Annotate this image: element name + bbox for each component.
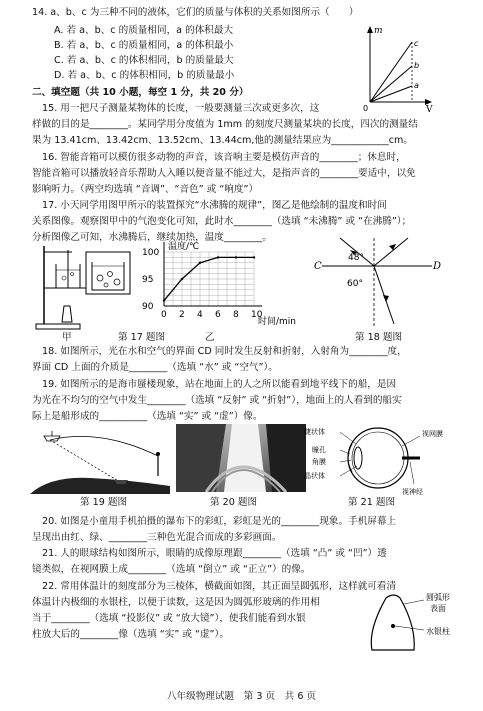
q15-line2: 样做的目的是________。某同学用分度值为 1mm 的刻度尺测量某块的长度，四次的测量结 xyxy=(32,119,418,130)
fig14-origin: 0 xyxy=(363,104,369,112)
fig22-label-mercury: 水银柱 xyxy=(426,627,450,636)
q19-line3: 际上是船形成的__________（选填 “实” 或 “虚”）像。 xyxy=(32,411,263,422)
chart17-point xyxy=(235,256,237,258)
fig18-caption: 第 18 题图 xyxy=(355,332,403,343)
fig21-eye-diagram xyxy=(302,422,452,498)
chart17-xtick-label: 6 xyxy=(215,310,221,320)
q22-line2: 体温计内极细的水银柱，以便于读数，这是因为圆弧形玻璃的作用相 xyxy=(32,597,320,608)
chart17-point xyxy=(181,278,183,280)
q20-line2: 呈现出由红、绿、________三种色光混合而成的多彩画面。 xyxy=(32,532,282,543)
fig14-b-label: b xyxy=(414,61,420,70)
q22-line3: 当于________（选填 “投影仪” 或 “放大镜”），使我们能看到水银 xyxy=(32,613,306,624)
fig14-mass-volume-graph xyxy=(362,20,434,112)
chart17-xtick-label: 4 xyxy=(197,310,203,320)
fig17-boiling-apparatus xyxy=(34,244,134,332)
fig17-ylabel: 温度/℃ xyxy=(168,242,200,252)
q15-line1: 15. 用一把尺子测量某物体的长度，一般要测量三次或更多次，这 xyxy=(42,103,320,114)
q14-option-b: B. 若 a、b、c 的质量相同，a 的体积最小 xyxy=(54,40,234,51)
chart17-point xyxy=(217,256,219,258)
fig14-m-label: m xyxy=(374,26,383,36)
fig21-label-cornea: 角膜 xyxy=(312,458,326,466)
chart17-xtick-label: 10 xyxy=(251,310,263,320)
chart17-xtick-label: 8 xyxy=(233,310,239,320)
fig20-waterfall-photo xyxy=(176,424,306,492)
fig17-xlabel: 时间/min xyxy=(258,317,297,326)
q14-option-d: D. 若 a、b、c 的体积相同，b 的质量最小 xyxy=(54,70,235,81)
q16-line1: 16. 智能音箱可以模仿很多动物的声音，该音响主要是模仿声音的________；休息时， xyxy=(42,152,406,163)
fig22-label-surface: 表面 xyxy=(430,604,446,613)
chart17-point xyxy=(163,299,165,301)
q21-line2: 镜类似，在视网膜上成________（选填 “倒立” 或 “正立”）的像。 xyxy=(32,564,311,575)
q17-line2: 关系图像。观察图甲中的气泡变化可知，此时水________（选填 “未沸腾” 或 “在沸腾”）； xyxy=(32,216,412,227)
fig18-c-label: C xyxy=(314,261,322,272)
fig21-label-optic-nerve: 视神经 xyxy=(402,488,423,496)
fig14-c-label: c xyxy=(414,39,419,48)
fig18-d-label: D xyxy=(433,261,442,272)
chart17-xtick-label: 2 xyxy=(179,310,185,320)
fig18-refraction-diagram xyxy=(312,236,442,332)
fig19-caption: 第 19 题图 xyxy=(80,497,128,508)
fig18-angle-60: 60° xyxy=(347,279,363,289)
q16-line2: 智能音箱可以播放轻音乐帮助人入睡以便音量不能过大，是指声音的________要适中，以免 xyxy=(32,168,416,179)
fig20-caption: 第 20 题图 xyxy=(210,497,258,508)
fig21-label-lens: 晶状体 xyxy=(304,472,325,480)
fig19-mirage-illustration xyxy=(30,430,170,494)
fig14-v-label: V xyxy=(426,105,433,112)
fig14-a-label: a xyxy=(414,81,419,90)
chart17-point xyxy=(253,256,255,258)
fig22-thermometer-cross-section xyxy=(364,590,474,654)
q18-line2: 界面 CD 上面的介质是________（选填 “水” 或 “空气”）。 xyxy=(32,362,278,373)
fig17-caption-yi: 乙 xyxy=(205,332,215,343)
chart17-xtick-label: 0 xyxy=(161,310,167,320)
page-footer: 八年级物理试题 第 3 页 共 6 页 xyxy=(166,691,317,702)
fig22-label-arc: 圆弧形 xyxy=(426,593,450,602)
fig17-caption-jia: 甲 xyxy=(62,332,72,343)
fig21-caption: 第 21 题图 xyxy=(348,497,396,508)
fig18-angle-48: 48° xyxy=(348,253,364,263)
q14-option-a: A. 若 a、b、c 的质量相同，a 的体积最大 xyxy=(54,25,234,36)
q22-line1: 22. 常用体温计的刻度部分为三棱体，横截面如图，其正面呈圆弧形，这样就可看清 xyxy=(42,581,397,592)
q18-line1: 18. 如图所示，光在水和空气的界面 CD 同时发生反射和折射，入射角为________度， xyxy=(42,346,407,357)
chart17-ytick-label: 100 xyxy=(142,248,160,258)
q15-line3: 果为 13.41cm、13.42cm、13.52cm、13.44cm,他的测量结果应为____________cm。 xyxy=(32,135,413,146)
chart17-ytick-label: 90 xyxy=(142,302,154,312)
fig21-label-retina: 视网膜 xyxy=(422,430,443,438)
fig17-caption: 第 17 题图 xyxy=(118,332,166,343)
q14-stem: 14. a、b、c 为三种不同的液体，它们的质量与体积的关系如图所示（ ） xyxy=(32,7,359,18)
q16-line3: 影响听力。（两空均选填 “音调”、“音色” 或 “响度”） xyxy=(32,184,259,195)
q22-line4: 柱放大后的________像（选填 “实” 或 “虚”）。 xyxy=(32,629,229,640)
q17-line1: 17. 小天同学用图甲所示的装置探究“水沸腾的规律”，图乙是他绘制的温度和时间 xyxy=(42,200,387,211)
chart17-point xyxy=(199,262,201,264)
q21-line1: 21. 人的眼球结构如图所示，眼睛的成像原理跟________（选填 “凸” 或 “凹”）透 xyxy=(42,548,387,559)
q17-line3: 分析图像乙可知，水沸腾后，继续加热，温度________。 xyxy=(32,232,272,243)
q19-line2: 为光在不均匀的空气中发生________（选填 “反射” 或 “折射”），地面上的人看到的船实 xyxy=(32,395,402,406)
section-heading: 二、填空题（共 10 小题，每空 1 分，共 20 分） xyxy=(32,87,249,98)
fig17-temperature-chart xyxy=(138,240,308,326)
chart17-ytick-label: 95 xyxy=(142,275,154,285)
fig21-label-pupil: 瞳孔 xyxy=(312,446,326,454)
q14-option-c: C. 若 a、b、c 的体积相同，b 的质量最大 xyxy=(54,55,234,66)
fig21-label-ciliary: 睫状体 xyxy=(304,428,325,436)
q19-line1: 19. 如图所示的是海市蜃楼现象，站在地面上的人之所以能看到地平线下的船，是因 xyxy=(42,379,397,390)
q20-line1: 20. 如图是小童用手机拍摄的瀑布下的彩虹，彩虹是光的________现象。手机屏幕上 xyxy=(42,516,397,527)
